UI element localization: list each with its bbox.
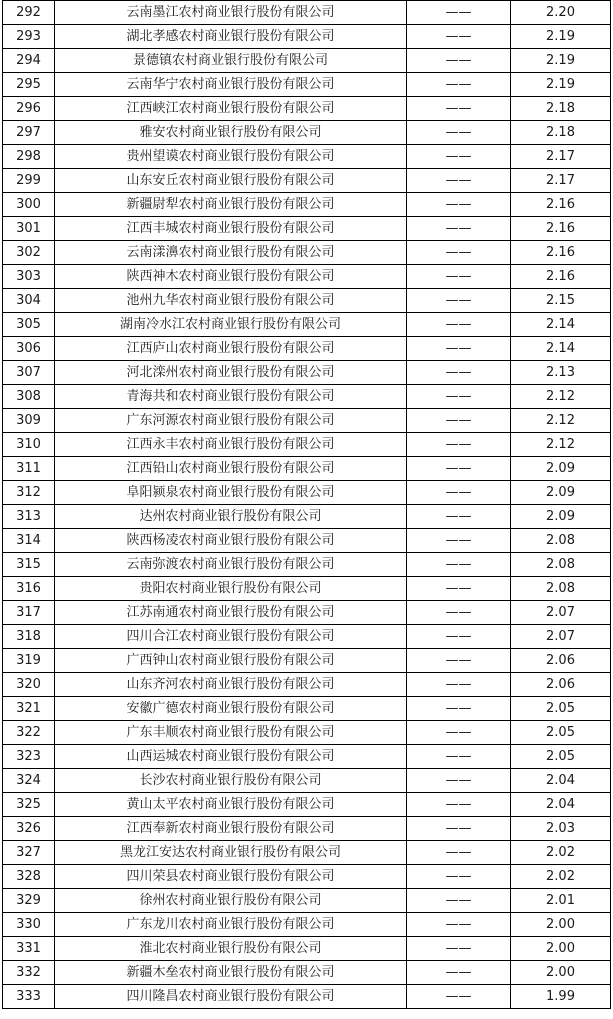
value-cell: 2.17: [511, 169, 611, 193]
bank-name-cell: 江西峡江农村商业银行股份有限公司: [55, 97, 407, 121]
dash-cell: ——: [407, 721, 511, 745]
dash-cell: ——: [407, 841, 511, 865]
value-cell: 2.05: [511, 697, 611, 721]
rank-cell: 325: [3, 793, 55, 817]
rank-cell: 314: [3, 529, 55, 553]
dash-cell: ——: [407, 961, 511, 985]
rank-cell: 331: [3, 937, 55, 961]
dash-cell: ——: [407, 49, 511, 73]
table-row: [3, 649, 611, 673]
value-cell: 2.05: [511, 721, 611, 745]
table-row: [3, 409, 611, 433]
dash-cell: ——: [407, 337, 511, 361]
dash-cell: ——: [407, 121, 511, 145]
bank-name-cell: 黄山太平农村商业银行股份有限公司: [55, 793, 407, 817]
dash-cell: ——: [407, 169, 511, 193]
value-cell: 2.01: [511, 889, 611, 913]
rank-cell: 301: [3, 217, 55, 241]
rank-cell: 321: [3, 697, 55, 721]
bank-name-cell: 山东齐河农村商业银行股份有限公司: [55, 673, 407, 697]
dash-cell: ——: [407, 817, 511, 841]
bank-name-cell: 江苏南通农村商业银行股份有限公司: [55, 601, 407, 625]
bank-name-cell: 江西奉新农村商业银行股份有限公司: [55, 817, 407, 841]
dash-cell: ——: [407, 985, 511, 1009]
value-cell: 2.08: [511, 529, 611, 553]
table-row: [3, 97, 611, 121]
value-cell: 2.02: [511, 841, 611, 865]
value-cell: 2.17: [511, 145, 611, 169]
dash-cell: ——: [407, 937, 511, 961]
dash-cell: ——: [407, 265, 511, 289]
rank-cell: 333: [3, 985, 55, 1009]
value-cell: 2.16: [511, 217, 611, 241]
value-cell: 2.05: [511, 745, 611, 769]
dash-cell: ——: [407, 793, 511, 817]
rank-cell: 326: [3, 817, 55, 841]
value-cell: 2.16: [511, 265, 611, 289]
dash-cell: ——: [407, 553, 511, 577]
dash-cell: ——: [407, 913, 511, 937]
rank-cell: 292: [3, 1, 55, 25]
dash-cell: ——: [407, 313, 511, 337]
dash-cell: ——: [407, 25, 511, 49]
dash-cell: ——: [407, 649, 511, 673]
rank-cell: 313: [3, 505, 55, 529]
dash-cell: ——: [407, 289, 511, 313]
value-cell: 2.04: [511, 793, 611, 817]
dash-cell: ——: [407, 673, 511, 697]
bank-name-cell: 山西运城农村商业银行股份有限公司: [55, 745, 407, 769]
rank-cell: 306: [3, 337, 55, 361]
rank-cell: 308: [3, 385, 55, 409]
bank-name-cell: 陕西杨凌农村商业银行股份有限公司: [55, 529, 407, 553]
table-row: [3, 193, 611, 217]
bank-name-cell: 达州农村商业银行股份有限公司: [55, 505, 407, 529]
bank-name-cell: 阜阳颍泉农村商业银行股份有限公司: [55, 481, 407, 505]
value-cell: 2.00: [511, 913, 611, 937]
dash-cell: ——: [407, 481, 511, 505]
dash-cell: ——: [407, 217, 511, 241]
bank-name-cell: 池州九华农村商业银行股份有限公司: [55, 289, 407, 313]
table-row: [3, 937, 611, 961]
rank-cell: 293: [3, 25, 55, 49]
bank-name-cell: 四川隆昌农村商业银行股份有限公司: [55, 985, 407, 1009]
table-row: [3, 481, 611, 505]
dash-cell: ——: [407, 505, 511, 529]
value-cell: 2.18: [511, 97, 611, 121]
table-row: [3, 265, 611, 289]
value-cell: 2.04: [511, 769, 611, 793]
rank-cell: 322: [3, 721, 55, 745]
bank-name-cell: 陕西神木农村商业银行股份有限公司: [55, 265, 407, 289]
table-row: [3, 529, 611, 553]
bank-name-cell: 四川荣县农村商业银行股份有限公司: [55, 865, 407, 889]
table-row: [3, 817, 611, 841]
rank-cell: 295: [3, 73, 55, 97]
table-row: [3, 625, 611, 649]
dash-cell: ——: [407, 97, 511, 121]
bank-name-cell: 江西丰城农村商业银行股份有限公司: [55, 217, 407, 241]
bank-name-cell: 景德镇农村商业银行股份有限公司: [55, 49, 407, 73]
bank-name-cell: 安徽广德农村商业银行股份有限公司: [55, 697, 407, 721]
value-cell: 2.00: [511, 961, 611, 985]
bank-name-cell: 广西钟山农村商业银行股份有限公司: [55, 649, 407, 673]
bank-name-cell: 广东丰顺农村商业银行股份有限公司: [55, 721, 407, 745]
dash-cell: ——: [407, 697, 511, 721]
bank-name-cell: 淮北农村商业银行股份有限公司: [55, 937, 407, 961]
value-cell: 2.20: [511, 1, 611, 25]
table-row: [3, 841, 611, 865]
rank-cell: 332: [3, 961, 55, 985]
value-cell: 2.16: [511, 241, 611, 265]
table-row: [3, 121, 611, 145]
value-cell: 2.03: [511, 817, 611, 841]
table-row: [3, 745, 611, 769]
value-cell: 2.09: [511, 457, 611, 481]
value-cell: 2.13: [511, 361, 611, 385]
dash-cell: ——: [407, 433, 511, 457]
table-row: [3, 1, 611, 25]
table-row: [3, 73, 611, 97]
dash-cell: ——: [407, 385, 511, 409]
rank-cell: 317: [3, 601, 55, 625]
bank-name-cell: 黑龙江安达农村商业银行股份有限公司: [55, 841, 407, 865]
rank-cell: 323: [3, 745, 55, 769]
rank-cell: 328: [3, 865, 55, 889]
table-row: [3, 793, 611, 817]
table-row: [3, 913, 611, 937]
bank-name-cell: 湖北孝感农村商业银行股份有限公司: [55, 25, 407, 49]
value-cell: 2.12: [511, 385, 611, 409]
value-cell: 2.06: [511, 649, 611, 673]
value-cell: 2.00: [511, 937, 611, 961]
rank-cell: 299: [3, 169, 55, 193]
table-row: [3, 289, 611, 313]
rank-cell: 297: [3, 121, 55, 145]
value-cell: 2.19: [511, 49, 611, 73]
table-row: [3, 313, 611, 337]
rank-cell: 307: [3, 361, 55, 385]
table-row: [3, 505, 611, 529]
dash-cell: ——: [407, 601, 511, 625]
bank-name-cell: 青海共和农村商业银行股份有限公司: [55, 385, 407, 409]
value-cell: 2.16: [511, 193, 611, 217]
table-row: [3, 721, 611, 745]
bank-name-cell: 新疆尉犁农村商业银行股份有限公司: [55, 193, 407, 217]
rank-cell: 324: [3, 769, 55, 793]
table-row: [3, 457, 611, 481]
table-row: [3, 577, 611, 601]
table-row: [3, 169, 611, 193]
dash-cell: ——: [407, 361, 511, 385]
value-cell: 2.12: [511, 433, 611, 457]
bank-name-cell: 新疆木垒农村商业银行股份有限公司: [55, 961, 407, 985]
value-cell: 2.08: [511, 553, 611, 577]
bank-name-cell: 云南漾濞农村商业银行股份有限公司: [55, 241, 407, 265]
value-cell: 2.14: [511, 313, 611, 337]
bank-name-cell: 徐州农村商业银行股份有限公司: [55, 889, 407, 913]
table-row: [3, 241, 611, 265]
rank-cell: 304: [3, 289, 55, 313]
value-cell: 2.08: [511, 577, 611, 601]
value-cell: 2.14: [511, 337, 611, 361]
value-cell: 2.12: [511, 409, 611, 433]
value-cell: 2.06: [511, 673, 611, 697]
table-row: [3, 361, 611, 385]
table-row: [3, 145, 611, 169]
rank-cell: 329: [3, 889, 55, 913]
table-row: [3, 433, 611, 457]
rank-cell: 310: [3, 433, 55, 457]
bank-name-cell: 长沙农村商业银行股份有限公司: [55, 769, 407, 793]
table-row: [3, 865, 611, 889]
rank-cell: 315: [3, 553, 55, 577]
rank-cell: 298: [3, 145, 55, 169]
value-cell: 2.18: [511, 121, 611, 145]
table-row: [3, 889, 611, 913]
table-body: [3, 1, 611, 1009]
rank-cell: 320: [3, 673, 55, 697]
table-row: [3, 25, 611, 49]
dash-cell: ——: [407, 73, 511, 97]
rank-cell: 319: [3, 649, 55, 673]
rank-cell: 318: [3, 625, 55, 649]
value-cell: 2.09: [511, 481, 611, 505]
rank-cell: 312: [3, 481, 55, 505]
table-row: [3, 697, 611, 721]
rank-cell: 302: [3, 241, 55, 265]
value-cell: 2.09: [511, 505, 611, 529]
dash-cell: ——: [407, 625, 511, 649]
dash-cell: ——: [407, 457, 511, 481]
bank-name-cell: 云南弥渡农村商业银行股份有限公司: [55, 553, 407, 577]
value-cell: 1.99: [511, 985, 611, 1009]
dash-cell: ——: [407, 577, 511, 601]
rank-cell: 309: [3, 409, 55, 433]
bank-name-cell: 山东安丘农村商业银行股份有限公司: [55, 169, 407, 193]
bank-name-cell: 广东河源农村商业银行股份有限公司: [55, 409, 407, 433]
bank-name-cell: 广东龙川农村商业银行股份有限公司: [55, 913, 407, 937]
dash-cell: ——: [407, 529, 511, 553]
bank-name-cell: 贵阳农村商业银行股份有限公司: [55, 577, 407, 601]
table-row: [3, 673, 611, 697]
dash-cell: ——: [407, 745, 511, 769]
table-row: [3, 985, 611, 1009]
rank-cell: 311: [3, 457, 55, 481]
bank-name-cell: 云南墨江农村商业银行股份有限公司: [55, 1, 407, 25]
dash-cell: ——: [407, 193, 511, 217]
bank-name-cell: 河北滦州农村商业银行股份有限公司: [55, 361, 407, 385]
table-row: [3, 337, 611, 361]
dash-cell: ——: [407, 241, 511, 265]
bank-ranking-table: [2, 0, 611, 1009]
rank-cell: 303: [3, 265, 55, 289]
dash-cell: ——: [407, 865, 511, 889]
table-row: [3, 49, 611, 73]
value-cell: 2.02: [511, 865, 611, 889]
bank-name-cell: 江西铅山农村商业银行股份有限公司: [55, 457, 407, 481]
table-row: [3, 769, 611, 793]
rank-cell: 294: [3, 49, 55, 73]
rank-cell: 330: [3, 913, 55, 937]
rank-cell: 296: [3, 97, 55, 121]
value-cell: 2.07: [511, 601, 611, 625]
table-row: [3, 961, 611, 985]
bank-name-cell: 江西庐山农村商业银行股份有限公司: [55, 337, 407, 361]
dash-cell: ——: [407, 889, 511, 913]
value-cell: 2.15: [511, 289, 611, 313]
table-row: [3, 601, 611, 625]
value-cell: 2.19: [511, 25, 611, 49]
dash-cell: ——: [407, 145, 511, 169]
rank-cell: 327: [3, 841, 55, 865]
bank-name-cell: 四川合江农村商业银行股份有限公司: [55, 625, 407, 649]
bank-name-cell: 云南华宁农村商业银行股份有限公司: [55, 73, 407, 97]
bank-name-cell: 江西永丰农村商业银行股份有限公司: [55, 433, 407, 457]
rank-cell: 316: [3, 577, 55, 601]
bank-name-cell: 雅安农村商业银行股份有限公司: [55, 121, 407, 145]
table-row: [3, 553, 611, 577]
dash-cell: ——: [407, 769, 511, 793]
bank-name-cell: 贵州望谟农村商业银行股份有限公司: [55, 145, 407, 169]
table-row: [3, 385, 611, 409]
table-row: [3, 217, 611, 241]
dash-cell: ——: [407, 409, 511, 433]
rank-cell: 300: [3, 193, 55, 217]
value-cell: 2.07: [511, 625, 611, 649]
rank-cell: 305: [3, 313, 55, 337]
value-cell: 2.19: [511, 73, 611, 97]
dash-cell: ——: [407, 1, 511, 25]
bank-name-cell: 湖南冷水江农村商业银行股份有限公司: [55, 313, 407, 337]
